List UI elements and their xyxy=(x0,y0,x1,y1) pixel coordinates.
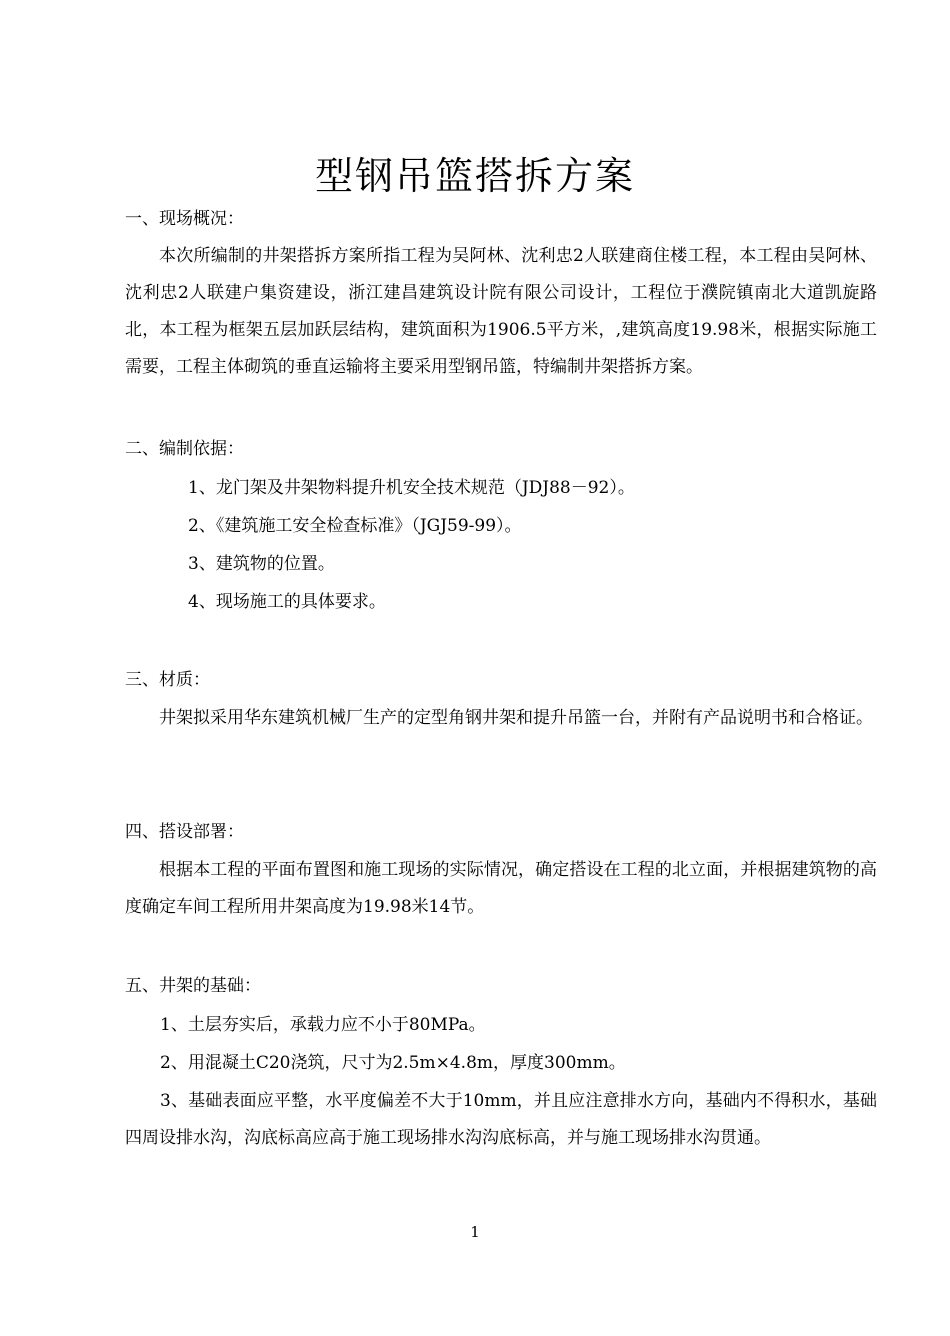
document-title: 型钢吊篮搭拆方案 xyxy=(314,154,635,198)
list-item: 1、土层夯实后，承载力应不小于80MPa。 xyxy=(160,1015,486,1035)
section-paragraph-deployment: 根据本工程的平面布置图和施工现场的实际情况，确定搭设在工程的北立面，并根据建筑物的高度确定车间工程所用井架高度为19.98米14节。 xyxy=(125,860,877,917)
list-item: 4、现场施工的具体要求。 xyxy=(188,592,386,612)
section-heading-foundation: 五、井架的基础： xyxy=(125,976,261,996)
list-item: 3、建筑物的位置。 xyxy=(188,554,335,574)
section-heading-basis: 二、编制依据： xyxy=(125,439,244,459)
section-paragraph-site-overview: 本次所编制的井架搭拆方案所指工程为吴阿林、沈利忠2人联建商住楼工程，本工程由吴阿林、沈利忠2人联建户集资建设，浙江建昌建筑设计院有限公司设计，工程位于濮院镇南北大道凯旋路北，本工程为框架五层加跃层结构，建筑面积为1906.5平方米，,建筑高度19.98米，根据实际施工需要，工程主体砌筑的垂直运输将主要采用型钢吊篮，特编制井架搭拆方案。 xyxy=(125,246,877,377)
section-heading-material: 三、材质： xyxy=(125,670,210,690)
section-heading-deployment: 四、搭设部署： xyxy=(125,822,244,842)
list-item: 2、《建筑施工安全检查标准》（JGJ59-99）。 xyxy=(188,516,522,536)
section-paragraph-material: 井架拟采用华东建筑机械厂生产的定型角钢井架和提升吊篮一台，并附有产品说明书和合格证。 xyxy=(159,708,873,728)
list-item: 2、用混凝土C20浇筑，尺寸为2.5m×4.8m，厚度300mm。 xyxy=(160,1053,626,1073)
page-number: 1 xyxy=(470,1223,480,1241)
list-item: 1、龙门架及井架物料提升机安全技术规范（JDJ88－92）。 xyxy=(188,478,635,498)
list-item-paragraph: 3、基础表面应平整，水平度偏差不大于10mm，并且应注意排水方向，基础内不得积水，基础四周设排水沟，沟底标高应高于施工现场排水沟沟底标高，并与施工现场排水沟贯通。 xyxy=(125,1091,877,1148)
section-heading-site-overview: 一、现场概况： xyxy=(125,209,244,229)
